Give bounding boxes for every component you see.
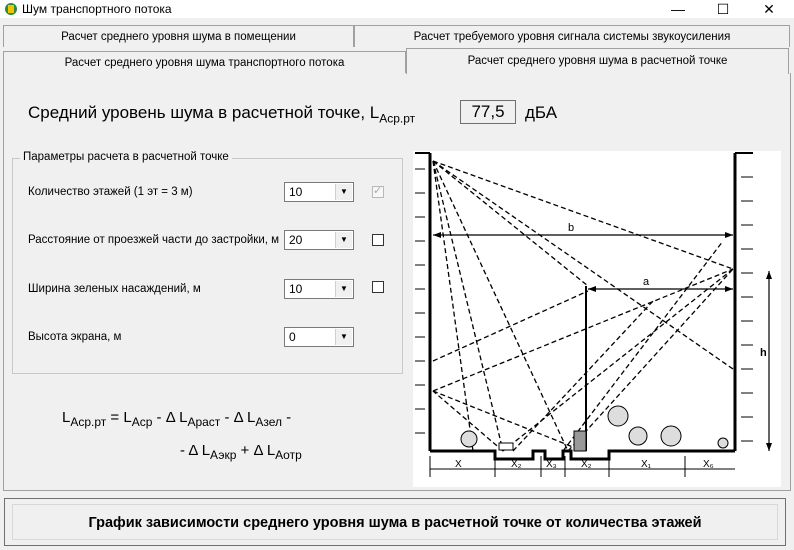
screen-height-select-value: 0 <box>289 330 296 344</box>
dim-x: X <box>455 459 462 470</box>
tab-noise-in-room[interactable]: Расчет среднего уровня шума в помещении <box>3 25 354 47</box>
window-title: Шум транспортного потока <box>22 2 172 16</box>
screen-height-select[interactable] <box>284 327 354 347</box>
result-label-subscript: Аср.рт <box>379 111 416 126</box>
tab-noise-at-point[interactable]: Расчет среднего уровня шума в расчетной точке <box>406 48 789 74</box>
minimize-button[interactable]: — <box>671 1 685 17</box>
chevron-down-icon[interactable]: ▼ <box>335 281 352 297</box>
result-unit: дБА <box>525 103 558 122</box>
distance-label: Расстояние от проезжей части до застройки, м <box>28 234 280 246</box>
green-width-label: Ширина зеленых насаждений, м <box>28 283 201 295</box>
label-b: b <box>568 222 575 234</box>
sound-rays <box>433 161 733 451</box>
result-value-field: 77,5 <box>460 100 516 124</box>
params-group-title: Параметры расчета в расчетной точке <box>20 151 232 163</box>
floors-select-value: 10 <box>289 185 303 199</box>
floors-label: Количество этажей (1 эт = 3 м) <box>28 186 193 198</box>
vehicle-1 <box>499 443 513 450</box>
tree-icon <box>661 426 681 446</box>
distance-select-value: 20 <box>289 233 303 247</box>
dim-x2: X₂ <box>511 459 522 470</box>
green-width-select-value: 10 <box>289 282 303 296</box>
plot-dependency-button[interactable] <box>4 498 786 546</box>
formula-line-1: $L_{Аср.рт} = L_{Аср} - \Delta$ $L_{Араст}$ - Δ $L_{Азел}$ - <box>62 409 292 429</box>
check-icon: ✓ <box>373 185 383 197</box>
dim-x2b: X₂ <box>581 459 592 470</box>
maximize-button[interactable]: ☐ <box>716 1 730 17</box>
green-width-checkbox[interactable] <box>372 281 384 293</box>
distance-checkbox[interactable] <box>372 234 384 246</box>
chevron-down-icon[interactable]: ▼ <box>335 184 352 200</box>
chevron-down-icon[interactable]: ▼ <box>335 329 352 345</box>
green-width-select[interactable] <box>284 279 354 299</box>
label-a: a <box>643 276 650 288</box>
floors-select[interactable] <box>284 182 354 202</box>
formula-line-2: - Δ $L_{Аэкр} + \Delta$ $L_{Аотр}$ <box>180 442 302 462</box>
dim-x3: X₃ <box>546 459 557 470</box>
title-bar <box>0 0 794 18</box>
distance-select[interactable] <box>284 230 354 250</box>
tab-sound-reinforcement[interactable]: Расчет требуемого уровня сигнала системы звукоусиления <box>354 25 790 47</box>
tree-icon <box>608 406 628 426</box>
tab-traffic-noise[interactable]: Расчет среднего уровня шума транспортного потока <box>3 51 406 73</box>
dim-x6: X₆ <box>703 459 714 470</box>
plot-dependency-button-label: График зависимости среднего уровня шума в расчетной точке от количества этажей <box>12 504 778 540</box>
result-label: Средний уровень шума в расчетной точке, L <box>28 103 380 122</box>
dim-x1: X₁ <box>641 459 652 470</box>
result-heading <box>28 103 415 125</box>
tree-icon <box>461 431 477 447</box>
chevron-down-icon[interactable]: ▼ <box>335 232 352 248</box>
close-button[interactable]: ✕ <box>763 1 775 17</box>
calculation-diagram <box>413 151 781 487</box>
vehicle-2 <box>574 431 586 451</box>
app-icon <box>4 2 18 16</box>
tree-icon <box>718 438 728 448</box>
screen-height-label: Высота экрана, м <box>28 331 122 343</box>
label-h: h <box>760 347 767 359</box>
floors-checkbox[interactable] <box>372 186 384 198</box>
ground-line <box>430 451 735 459</box>
tree-icon <box>629 427 647 445</box>
